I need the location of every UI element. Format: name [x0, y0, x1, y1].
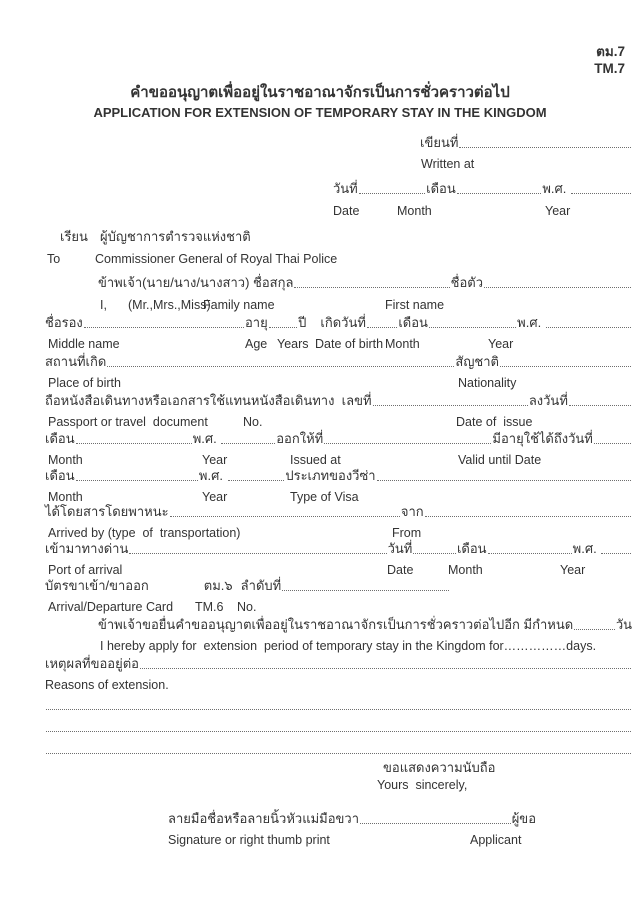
- dotted-field: [594, 443, 631, 444]
- label-day-en: Date: [333, 204, 360, 218]
- date-line-th: [333, 180, 632, 197]
- closing-en: Yours sincerely,: [377, 778, 468, 792]
- label-year-en: Year: [545, 204, 571, 218]
- salutation-en: [0, 251, 640, 267]
- dotted-field: [76, 480, 198, 481]
- middle-name-line-th: [45, 314, 632, 331]
- label-from-th: จาก: [400, 504, 424, 519]
- dotted-field: [324, 443, 491, 444]
- port-line-en: [0, 562, 640, 578]
- dotted-field: [46, 709, 631, 710]
- label-port-day-th: วันที่: [387, 541, 413, 556]
- dotted-field: [170, 516, 400, 517]
- label-arrived-by-en: Arrived by (type of transportation): [48, 526, 241, 540]
- label-issued-at-th: ออกให้ที่: [276, 431, 324, 446]
- salutation-th: [0, 229, 640, 245]
- label-first-name-en: First name: [385, 298, 445, 312]
- signature-line-en: [0, 832, 640, 848]
- dotted-field: [373, 405, 528, 406]
- label-card-no-th: ลำดับที่: [240, 578, 282, 593]
- label-first-name-th: ชื่อตัว: [450, 275, 484, 290]
- dotted-field: [140, 668, 631, 669]
- request-line-en: [0, 638, 640, 654]
- dotted-field: [129, 553, 386, 554]
- dotted-field: [107, 366, 454, 367]
- label-card-tm6-en: TM.6: [195, 600, 224, 614]
- label-dob-en: Date of birth: [315, 337, 384, 351]
- label-request-days-th: วัน: [615, 617, 632, 632]
- label-issue-year-th: พ.ศ.: [192, 431, 221, 446]
- label-applicant-th: ผู้ขอ: [511, 811, 536, 826]
- dotted-field: [46, 753, 631, 754]
- label-port-day-en: Date: [387, 563, 414, 577]
- label-month-th: เดือน: [426, 181, 456, 196]
- label-issued-at-en: Issued at: [290, 453, 341, 467]
- middle-name-line-en: [0, 336, 640, 352]
- name-line-en: [0, 297, 640, 313]
- label-place-of-birth-en: Place of birth: [48, 376, 121, 390]
- label-day-th: วันที่: [333, 181, 358, 196]
- dotted-field: [457, 193, 542, 194]
- label-passport-en: Passport or travel document: [48, 415, 208, 429]
- label-arrived-by-th: ได้โดยสารโดยพาหนะ: [45, 504, 169, 519]
- label-middle-name-th: ชื่อรอง: [45, 315, 83, 330]
- label-dob-year-en: Year: [488, 337, 514, 351]
- issue-line-th: [45, 430, 632, 447]
- name-line-th: [98, 274, 632, 291]
- label-age-en: Age: [245, 337, 268, 351]
- dotted-field: [413, 553, 456, 554]
- dotted-field: [488, 553, 572, 554]
- label-passport-no-en: No.: [243, 415, 263, 429]
- dotted-field: [569, 405, 631, 406]
- label-title-options-en: (Mr.,Mrs.,Miss): [128, 298, 211, 312]
- label-signature-th: ลายมือชื่อหรือลายนิ้วหัวแม่มือขวา: [168, 811, 360, 826]
- signature-line-th: [168, 810, 536, 827]
- label-month-en: Month: [397, 204, 432, 218]
- label-port-en: Port of arrival: [48, 563, 123, 577]
- label-dob-year-th: พ.ศ.: [517, 315, 545, 330]
- label-reason-th: เหตุผลที่ขออยู่ต่อ: [45, 656, 139, 671]
- dotted-field: [377, 480, 631, 481]
- label-nationality-en: Nationality: [458, 376, 517, 390]
- written-at-label-th: เขียนที่: [420, 135, 459, 150]
- port-line-th: [45, 540, 632, 557]
- dotted-field: [425, 516, 631, 517]
- dotted-field: [484, 287, 631, 288]
- date-line-en: [0, 203, 640, 219]
- form-number-english: TM.7: [594, 61, 625, 76]
- reason-line-en: [0, 677, 640, 693]
- visa-line-th: [45, 467, 632, 484]
- dotted-field: [571, 193, 631, 194]
- form-number-thai: ตม.7: [596, 44, 625, 59]
- dotted-field: [228, 480, 285, 481]
- label-visa-month-en: Month: [48, 490, 83, 504]
- passport-line-th: [45, 392, 632, 409]
- dotted-field: [360, 823, 511, 824]
- label-visa-type-en: Type of Visa: [290, 490, 359, 504]
- label-card-en: Arrival/Departure Card: [48, 600, 174, 614]
- written-at-label-en: Written at: [421, 157, 475, 171]
- label-issue-date-th: ลงวันที่: [528, 393, 568, 408]
- label-years-en: Years: [277, 337, 309, 351]
- dotted-field: [367, 327, 397, 328]
- closing-th: ขอแสดงความนับถือ: [383, 760, 496, 775]
- label-years-th: ปี: [298, 315, 307, 330]
- label-dob-month-en: Month: [385, 337, 420, 351]
- request-line-th: [98, 616, 632, 633]
- label-issue-month-en: Month: [48, 453, 83, 467]
- dotted-field: [282, 590, 449, 591]
- blank-dotted-line: [45, 696, 632, 713]
- label-port-month-en: Month: [448, 563, 483, 577]
- dotted-field: [76, 443, 192, 444]
- label-from-en: From: [392, 526, 422, 540]
- label-family-name-en: Family name: [203, 298, 275, 312]
- label-port-year-en: Year: [560, 563, 586, 577]
- label-port-year-th: พ.ศ.: [572, 541, 601, 556]
- dotted-field: [294, 287, 449, 288]
- label-card-no-en: No.: [237, 600, 257, 614]
- label-card-th: บัตรขาเข้า/ขาออก: [45, 578, 149, 593]
- label-valid-until-th: มีอายุใช้ได้ถึงวันที่: [492, 431, 593, 446]
- label-to-th: เรียน: [60, 229, 88, 244]
- label-signature-en: Signature or right thumb print: [168, 833, 330, 847]
- label-passport-th: ถือหนังสือเดินทางหรือเอกสารใช้แทนหนังสือเดินทาง เลขที่: [45, 393, 372, 408]
- dotted-field: [546, 327, 631, 328]
- form-title-thai: คำขออนุญาตเพื่ออยู่ในราชอาณาจักรเป็นการชั่วคราวต่อไป: [130, 84, 510, 101]
- label-port-th: เข้ามาทางด่าน: [45, 541, 129, 556]
- blank-dotted-line: [45, 740, 632, 757]
- form-title-english: APPLICATION FOR EXTENSION OF TEMPORARY STAY IN THE KINGDOM: [93, 105, 547, 120]
- label-recipient-th: ผู้บัญชาการตำรวจแห่งชาติ: [100, 229, 251, 244]
- label-port-month-th: เดือน: [456, 541, 487, 556]
- card-line-th: [45, 577, 450, 594]
- dotted-field: [601, 553, 631, 554]
- label-reason-en: Reasons of extension.: [45, 678, 169, 692]
- label-age-th: อายุ: [245, 315, 268, 330]
- dotted-field: [84, 327, 244, 328]
- label-valid-until-en: Valid until Date: [458, 453, 542, 467]
- label-visa-type-th: ประเภทของวีซ่า: [285, 468, 376, 483]
- label-request-en: I hereby apply for extension period of temporary stay in the Kingdom for……………days.: [100, 639, 597, 653]
- label-to-en: To: [47, 252, 61, 266]
- label-issue-year-en: Year: [202, 453, 228, 467]
- label-visa-month-th: เดือน: [45, 468, 75, 483]
- label-issue-month-th: เดือน: [45, 431, 75, 446]
- label-nationality-th: สัญชาติ: [455, 354, 499, 369]
- arrival-line-th: [45, 503, 632, 520]
- label-dob-month-th: เดือน: [398, 315, 428, 330]
- label-issue-date-en: Date of issue: [456, 415, 533, 429]
- label-applicant-en: Applicant: [470, 833, 522, 847]
- dotted-field: [221, 443, 275, 444]
- label-request-th: ข้าพเจ้าขอยื่นคำขออนุญาตเพื่ออยู่ในราชอาณาจักรเป็นการชั่วคราวต่อไปอีก มีกำหนด: [98, 617, 574, 632]
- dotted-field: [359, 193, 425, 194]
- card-line-en: [0, 599, 640, 615]
- label-visa-year-th: พ.ศ.: [198, 468, 227, 483]
- dotted-field: [500, 366, 631, 367]
- reason-line-th: [45, 655, 632, 672]
- dotted-field: [574, 629, 615, 630]
- dotted-field: [46, 731, 631, 732]
- passport-line-en: [0, 414, 640, 430]
- birth-line-th: [45, 353, 632, 370]
- arrival-line-en: [0, 525, 640, 541]
- label-family-name-th: ข้าพเจ้า(นาย/นาง/นางสาว) ชื่อสกุล: [98, 275, 294, 290]
- label-i-en: I,: [100, 298, 107, 312]
- issue-line-en: [0, 452, 640, 468]
- label-year-th: พ.ศ.: [542, 181, 571, 196]
- label-visa-year-en: Year: [202, 490, 228, 504]
- dotted-field: [269, 327, 297, 328]
- written-at-line: [420, 134, 632, 151]
- birth-line-en: [0, 375, 640, 391]
- blank-dotted-line: [45, 718, 632, 735]
- label-recipient-en: Commissioner General of Royal Thai Police: [95, 252, 338, 266]
- label-place-of-birth-th: สถานที่เกิด: [45, 354, 107, 369]
- label-dob-th: เกิดวันที่: [320, 315, 366, 330]
- dotted-field: [459, 147, 631, 148]
- dotted-field: [429, 327, 516, 328]
- label-card-tm6-th: ตม.๖: [203, 578, 233, 593]
- label-middle-name-en: Middle name: [48, 337, 120, 351]
